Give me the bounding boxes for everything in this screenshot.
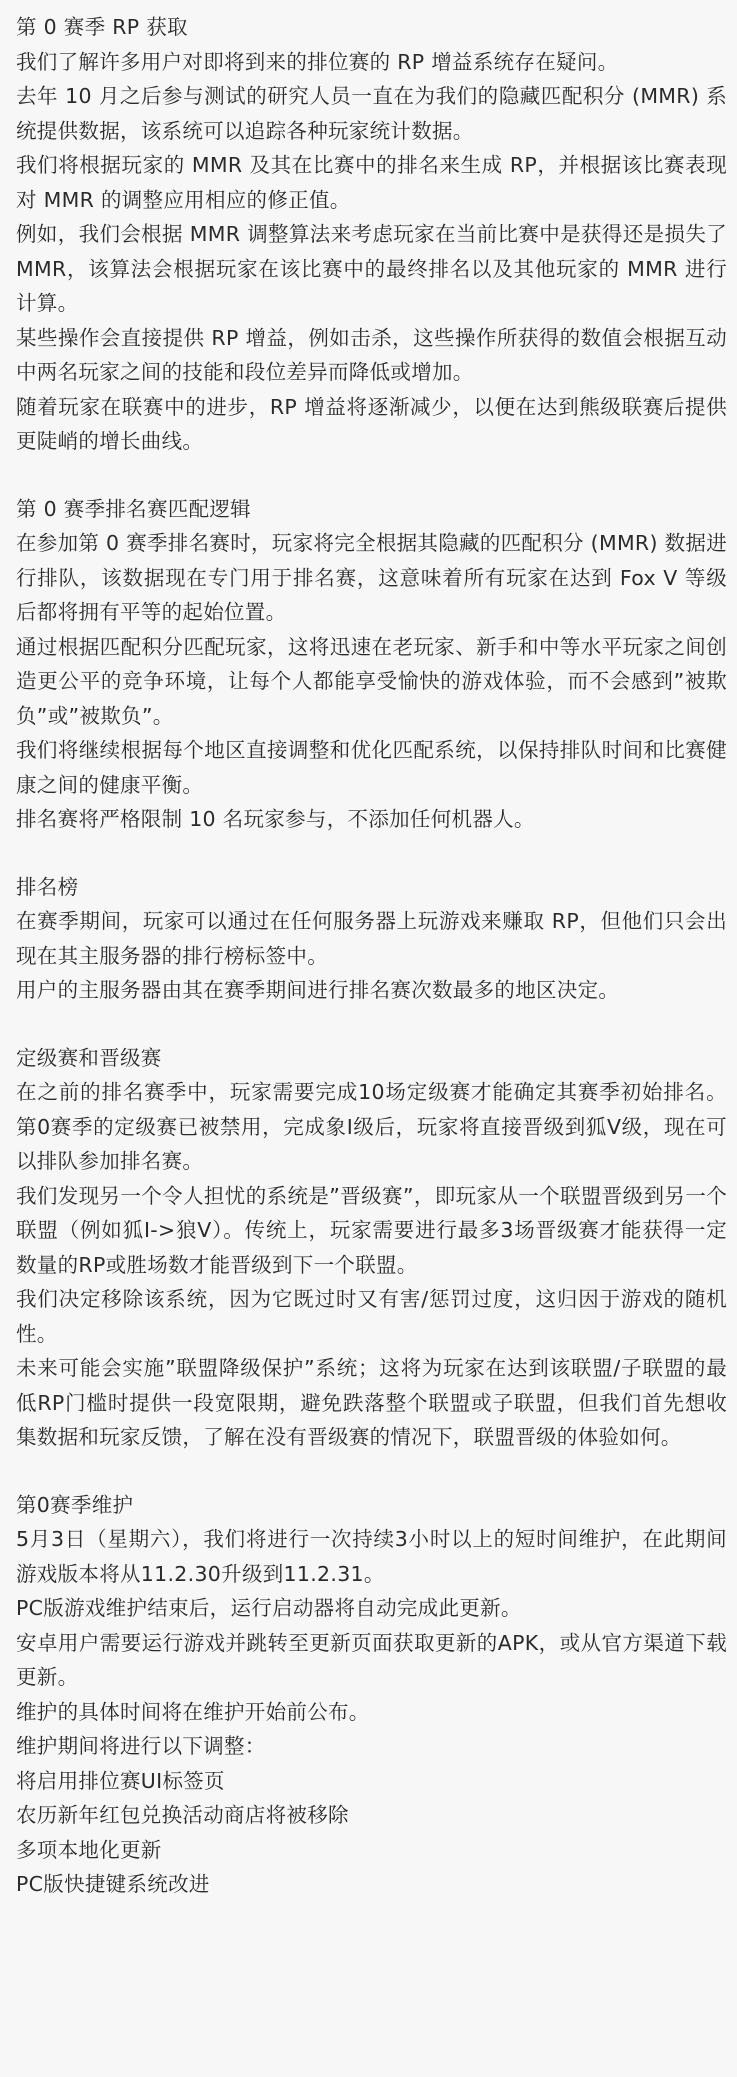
paragraph: 在之前的排名赛季中，玩家需要完成10场定级赛才能确定其赛季初始排名。第0赛季的定级赛已被禁用，完成象I级后，玩家将直接晋级到狐V级，现在可以排队参加排名赛。 <box>16 1080 727 1173</box>
paragraph: 我们发现另一个令人担忧的系统是”晋级赛”，即玩家从一个联盟晋级到另一个联盟（例如狐I->狼V）。传统上，玩家需要进行最多3场晋级赛才能获得一定数量的RP或胜场数才能晋级到下一个联盟。 <box>16 1183 727 1277</box>
paragraph: 我们决定移除该系统，因为它既过时又有害/惩罚过度，这归因于游戏的随机性。 <box>16 1287 727 1346</box>
paragraph: 随着玩家在联赛中的进步，RP 增益将逐渐减少，以便在达到熊级联赛后提供更陡峭的增长曲线。 <box>16 394 727 453</box>
section-heading: 第 0 赛季排名赛匹配逻辑 <box>16 496 251 521</box>
section-maintenance <box>16 1488 727 1902</box>
paragraph: 未来可能会实施”联盟降级保护”系统；这将为玩家在达到该联盟/子联盟的最低RP门槛时提供一段宽限期，避免跌落整个联盟或子联盟，但我们首先想收集数据和玩家反馈，了解在没有晋级赛的情况下，联盟晋级的体验如何。 <box>16 1356 727 1449</box>
list-item: 将启用排位赛UI标签页 <box>16 1768 225 1793</box>
paragraph: PC版游戏维护结束后，运行启动器将自动完成此更新。 <box>16 1596 522 1620</box>
section-heading: 定级赛和晋级赛 <box>16 1045 162 1070</box>
paragraph: 安卓用户需要运行游戏并跳转至更新页面获取更新的APK，或从官方渠道下载更新。 <box>16 1630 727 1689</box>
paragraph: 维护的具体时间将在维护开始前公布。 <box>16 1699 370 1724</box>
section-heading: 第0赛季维护 <box>16 1492 134 1517</box>
paragraph: 我们将继续根据每个地区直接调整和优化匹配系统，以保持排队时间和比赛健康之间的健康平衡。 <box>16 738 727 797</box>
section-heading: 排名榜 <box>16 874 79 899</box>
section-rp-gain <box>16 10 727 459</box>
section-matchmaking <box>16 492 727 837</box>
paragraph: 通过根据匹配积分匹配玩家，这将迅速在老玩家、新手和中等水平玩家之间创造更公平的竞争环境，让每个人都能享受愉快的游戏体验，而不会感到”被欺负”或”被欺负”。 <box>16 634 727 728</box>
section-placement <box>16 1041 727 1455</box>
list-item: 农历新年红包兑换活动商店将被移除 <box>16 1803 349 1827</box>
paragraph: 在参加第 0 赛季排名赛时，玩家将完全根据其隐藏的匹配积分 (MMR) 数据进行排队，该数据现在专门用于排名赛，这意味着所有玩家在达到 Fox V 等级后都将拥有平等的起始位置。 <box>16 531 727 624</box>
section-leaderboard <box>16 870 727 1008</box>
paragraph: 维护期间将进行以下调整： <box>16 1734 266 1758</box>
paragraph: 在赛季期间，玩家可以通过在任何服务器上玩游戏来赚取 RP，但他们只会出现在其主服务器的排行榜标签中。 <box>16 909 727 968</box>
paragraph: 例如，我们会根据 MMR 调整算法来考虑玩家在当前比赛中是获得还是损失了 MMR，该算法会根据玩家在该比赛中的最终排名以及其他玩家的 MMR 进行计算。 <box>16 222 727 315</box>
paragraph: 我们将根据玩家的 MMR 及其在比赛中的排名来生成 RP，并根据该比赛表现对 MMR 的调整应用相应的修正值。 <box>16 153 727 212</box>
list-item: PC版快捷键系统改进 <box>16 1872 210 1896</box>
paragraph: 去年 10 月之后参与测试的研究人员一直在为我们的隐藏匹配积分 (MMR) 系统提供数据，该系统可以追踪各种玩家统计数据。 <box>16 84 727 143</box>
paragraph: 我们了解许多用户对即将到来的排位赛的 RP 增益系统存在疑问。 <box>16 49 619 74</box>
paragraph: 5月3日（星期六），我们将进行一次持续3小时以上的短时间维护，在此期间游戏版本将从11.2.30升级到11.2.31。 <box>16 1527 727 1586</box>
paragraph: 用户的主服务器由其在赛季期间进行排名赛次数最多的地区决定。 <box>16 978 620 1002</box>
section-heading: 第 0 赛季 RP 获取 <box>16 15 188 39</box>
paragraph: 排名赛将严格限制 10 名玩家参与，不添加任何机器人。 <box>16 807 535 831</box>
paragraph: 某些操作会直接提供 RP 增益，例如击杀，这些操作所获得的数值会根据互动中两名玩家之间的技能和段位差异而降低或增加。 <box>16 325 727 384</box>
list-item: 多项本地化更新 <box>16 1837 162 1862</box>
